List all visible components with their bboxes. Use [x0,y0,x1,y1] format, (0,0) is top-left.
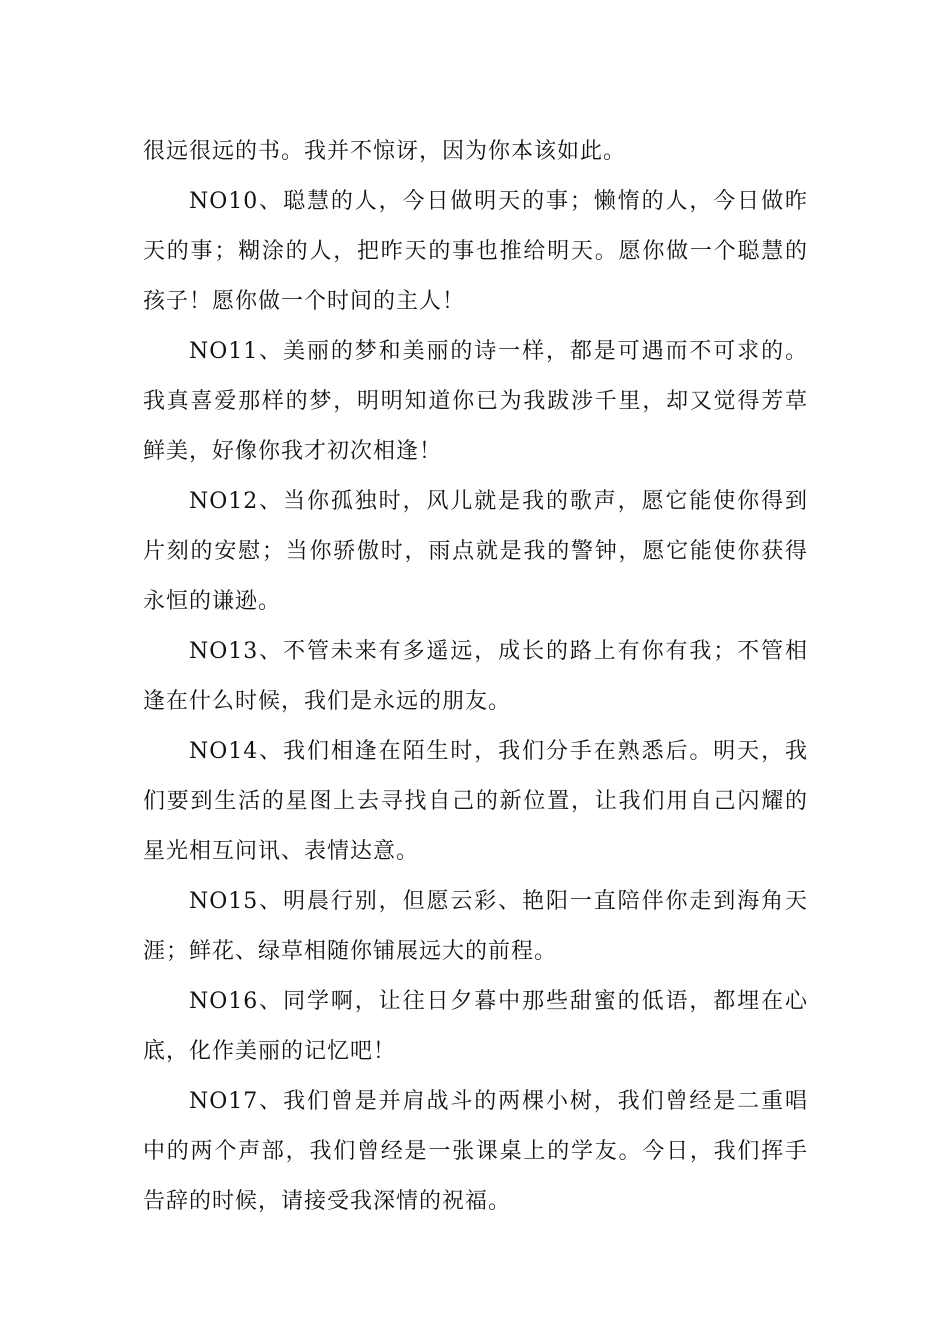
paragraph-no12: NO12、当你孤独时，风儿就是我的歌声，愿它能使你得到片刻的安慰；当你骄傲时，雨点就是我的警钟，愿它能使你获得永恒的谦逊。 [143,489,808,614]
document-body [143,127,808,1227]
paragraph-no11: NO11、美丽的梦和美丽的诗一样，都是可遇而不可求的。我真喜爱那样的梦，明明知道你已为我跋涉千里，却又觉得芳草鲜美，好像你我才初次相逢！ [143,339,808,464]
paragraph-no13: NO13、不管未来有多遥远，成长的路上有你有我；不管相逢在什么时候，我们是永远的朋友。 [143,639,808,714]
paragraph-no10: NO10、聪慧的人，今日做明天的事；懒惰的人，今日做昨天的事；糊涂的人，把昨天的事也推给明天。愿你做一个聪慧的孩子！愿你做一个时间的主人！ [143,189,808,314]
paragraph-no15: NO15、明晨行别，但愿云彩、艳阳一直陪伴你走到海角天涯；鲜花、绿草相随你铺展远大的前程。 [143,889,808,964]
paragraph-no14: NO14、我们相逢在陌生时，我们分手在熟悉后。明天，我们要到生活的星图上去寻找自己的新位置，让我们用自己闪耀的星光相互问讯、表情达意。 [143,739,808,864]
paragraph-no17: NO17、我们曾是并肩战斗的两棵小树，我们曾经是二重唱中的两个声部，我们曾经是一张课桌上的学友。今日，我们挥手告辞的时候，请接受我深情的祝福。 [143,1089,808,1214]
paragraph-continued: 很远很远的书。我并不惊讶，因为你本该如此。 [143,139,627,164]
paragraph-no16: NO16、同学啊，让往日夕暮中那些甜蜜的低语，都埋在心底，化作美丽的记忆吧！ [143,989,808,1064]
